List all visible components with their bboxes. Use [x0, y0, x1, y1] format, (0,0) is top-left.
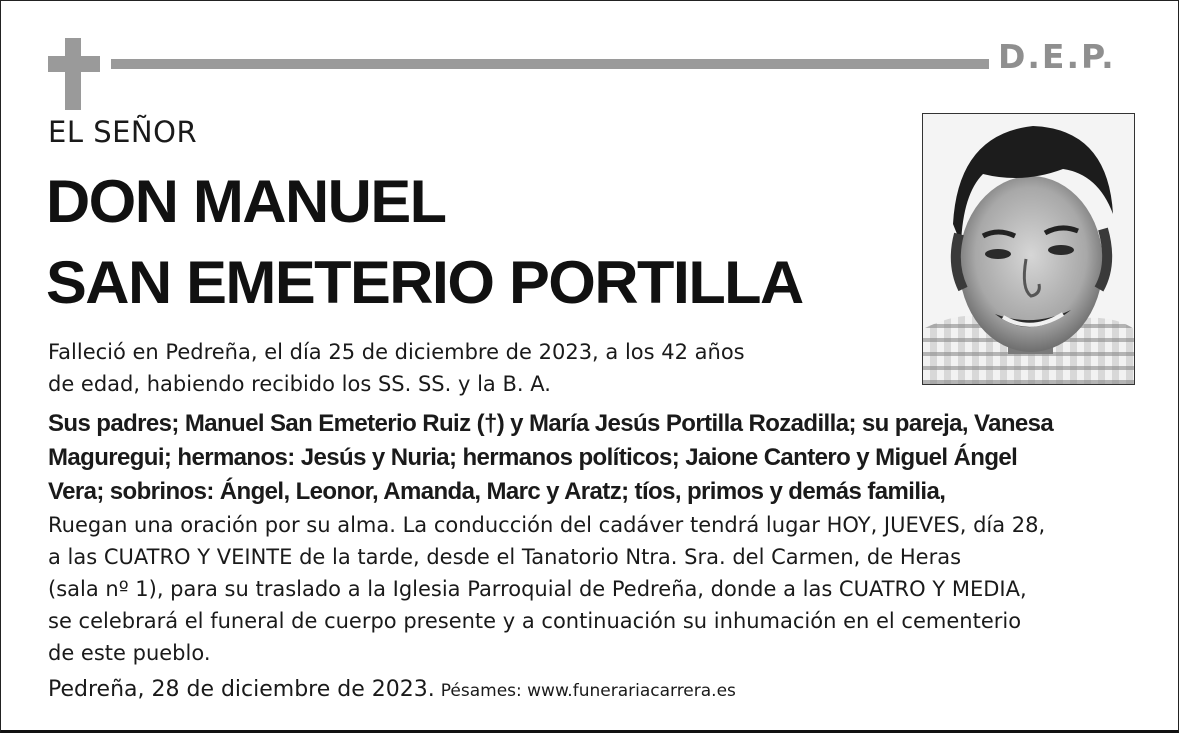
- place-date: Pedreña, 28 de diciembre de 2023.: [48, 677, 435, 702]
- text-line: Maguregui; hermanos: Jesús y Nuria; hermanos políticos; Jaione Cantero y Miguel Ángel: [48, 444, 1018, 471]
- honorific-prefix: EL SEÑOR: [48, 115, 198, 149]
- dep-label: D.E.P.: [998, 37, 1116, 76]
- deceased-name-line2: SAN EMETERIO PORTILLA: [46, 249, 803, 316]
- deceased-name-line1: DON MANUEL: [46, 168, 446, 235]
- cross-icon-bar: [48, 56, 100, 72]
- text-line: Falleció en Pedreña, el día 25 de diciembre de 2023, a los 42 años: [48, 340, 745, 364]
- text-line: (sala nº 1), para su traslado a la Iglesia Parroquial de Pedreña, donde a las CUATRO Y MEDIA,: [48, 577, 1027, 601]
- footer: [48, 677, 736, 702]
- family-list: [48, 407, 1053, 509]
- text-line: se celebrará el funeral de cuerpo presente y a continuación su inhumación en el cementerio: [48, 609, 1022, 633]
- death-announcement: [48, 336, 745, 400]
- condolences-link[interactable]: Pésames: www.funerariacarrera.es: [440, 681, 736, 701]
- text-line: a las CUATRO Y VEINTE de la tarde, desde el Tanatorio Ntra. Sra. del Carmen, de Heras: [48, 545, 962, 569]
- text-line: de este pueblo.: [48, 641, 211, 665]
- text-line: Sus padres; Manuel San Emeterio Ruiz (†) y María Jesús Portilla Rozadilla; su pareja, Vanesa: [48, 410, 1054, 437]
- cross-icon: [65, 38, 81, 110]
- text-line: Ruegan una oración por su alma. La conducción del cadáver tendrá lugar HOY, JUEVES, día 28,: [48, 513, 1046, 537]
- portrait-photo: [922, 113, 1135, 385]
- header-rule: [111, 59, 989, 69]
- text-line: de edad, habiendo recibido los SS. SS. y la B. A.: [48, 372, 551, 396]
- funeral-details: [48, 509, 1045, 669]
- text-line: Vera; sobrinos: Ángel, Leonor, Amanda, Marc y Aratz; tíos, primos y demás familia,: [48, 478, 946, 505]
